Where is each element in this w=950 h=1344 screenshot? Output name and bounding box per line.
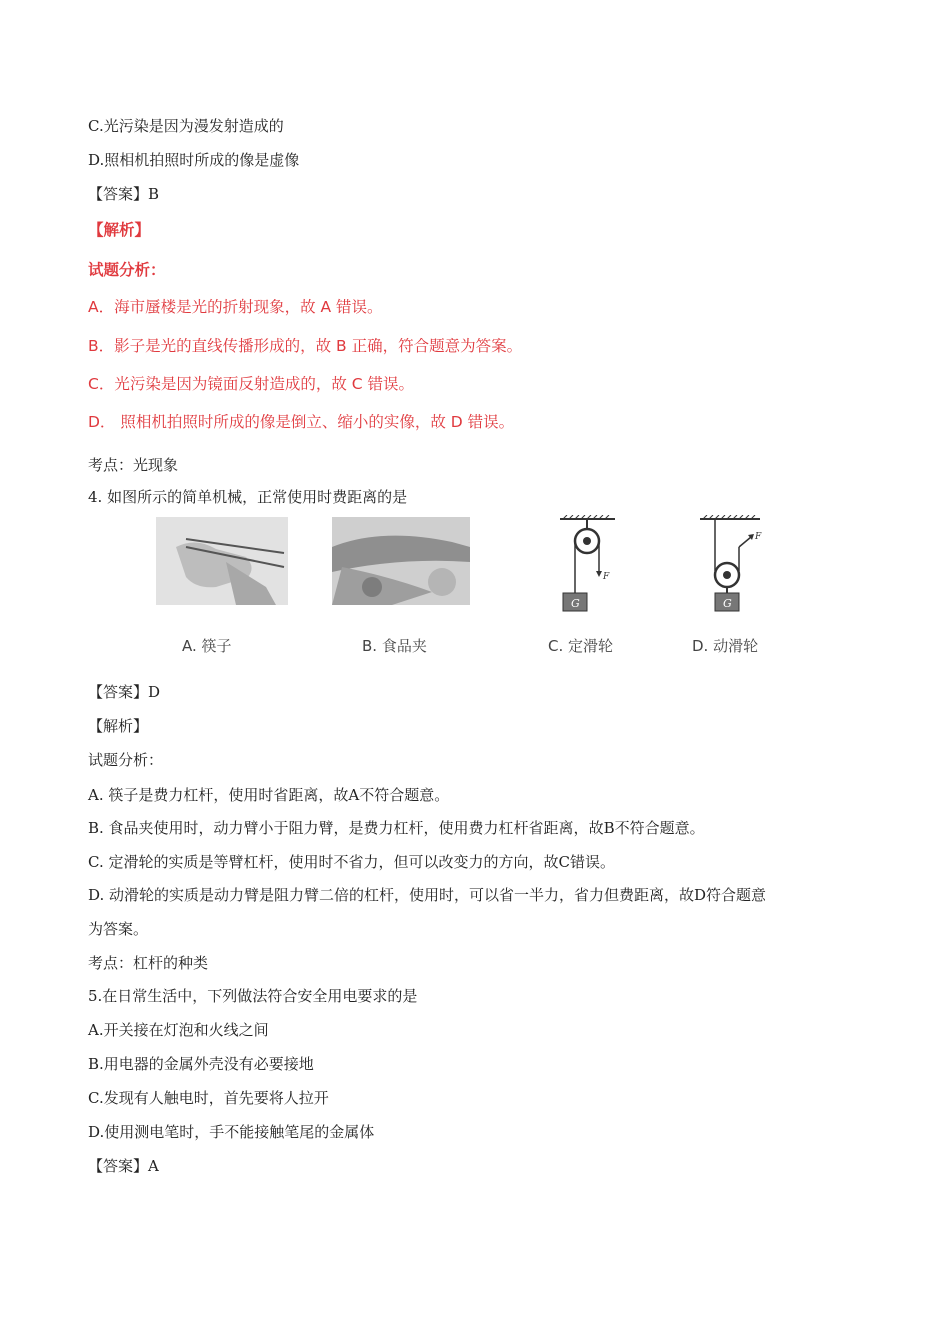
- q3-kaodian: 考点：光现象: [88, 456, 179, 474]
- q4-analysis-heading: 【解析】: [88, 717, 149, 735]
- q4-explanation-b: B. 食品夹使用时，动力臂小于阻力臂，是费力杠杆，使用费力杠杆省距离，故B不符合题意。: [88, 819, 705, 837]
- q3-option-d: D.照相机拍照时所成的像是虚像: [88, 151, 300, 169]
- q3-explanation-c: C．光污染是因为镜面反射造成的，故 C 错误。: [88, 375, 415, 393]
- q5-option-c: C.发现有人触电时，首先要将人拉开: [88, 1089, 329, 1107]
- q3-answer: 【答案】B: [88, 185, 160, 203]
- q5-option-b: B.用电器的金属外壳没有必要接地: [88, 1055, 314, 1073]
- fixed-pulley-force-label: F: [603, 572, 610, 582]
- food-clip-photo: [332, 517, 470, 605]
- q4-kaodian: 考点：杠杆的种类: [88, 954, 209, 972]
- movable-pulley-force-label: F: [755, 532, 762, 542]
- q3-explanation-a: A．海市蜃楼是光的折射现象，故 A 错误。: [88, 298, 383, 316]
- q3-analysis-heading: 【解析】: [88, 221, 151, 239]
- chopsticks-photo: [156, 517, 288, 605]
- q4-answer: 【答案】D: [88, 683, 161, 701]
- q4-machines-figure: [150, 515, 790, 665]
- q4-stem: 4. 如图所示的简单机械，正常使用时费距离的是: [88, 488, 408, 506]
- caption-a: A. 筷子: [182, 637, 232, 655]
- q3-analysis-title: 试题分析：: [88, 261, 166, 279]
- q5-option-d: D.使用测电笔时，手不能接触笔尾的金属体: [88, 1123, 375, 1141]
- q5-answer: 【答案】A: [88, 1157, 159, 1175]
- q5-option-a: A.开关接在灯泡和火线之间: [88, 1021, 269, 1039]
- q5-stem: 5.在日常生活中，下列做法符合安全用电要求的是: [88, 987, 418, 1005]
- q4-explanation-d: D. 动滑轮的实质是动力臂是阻力臂二倍的杠杆，使用时，可以省一半力，省力但费距离，故D符合题意: [88, 886, 767, 904]
- movable-pulley-load-label: G: [723, 597, 732, 610]
- q3-option-c: C.光污染是因为漫发射造成的: [88, 117, 284, 135]
- movable-pulley-diagram: [695, 515, 770, 615]
- caption-b: B. 食品夹: [362, 637, 427, 655]
- q4-explanation-d-cont: 为答案。: [88, 920, 149, 938]
- fixed-pulley-diagram: [555, 515, 630, 615]
- caption-d: D. 动滑轮: [692, 637, 759, 655]
- q4-analysis-title: 试题分析：: [88, 751, 164, 769]
- caption-c: C. 定滑轮: [548, 637, 614, 655]
- fixed-pulley-load-label: G: [571, 597, 580, 610]
- q3-explanation-d: D． 照相机拍照时所成的像是倒立、缩小的实像，故 D 错误。: [88, 413, 515, 431]
- q3-explanation-b: B．影子是光的直线传播形成的，故 B 正确，符合题意为答案。: [88, 337, 523, 355]
- q4-explanation-c: C. 定滑轮的实质是等臂杠杆，使用时不省力，但可以改变力的方向，故C错误。: [88, 853, 615, 871]
- q4-explanation-a: A. 筷子是费力杠杆，使用时省距离，故A不符合题意。: [88, 786, 450, 804]
